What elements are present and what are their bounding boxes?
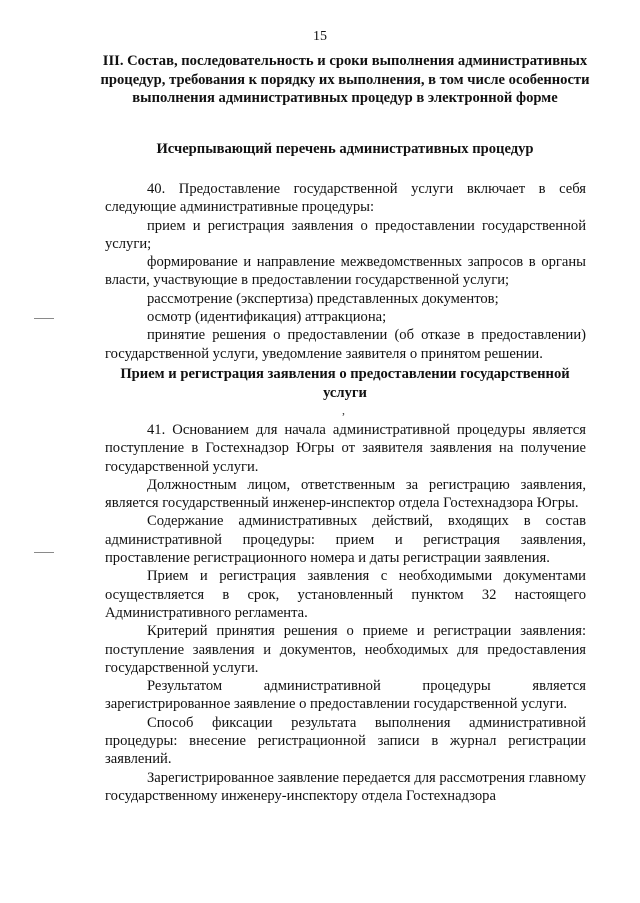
paragraph: формирование и направление межведомственных запросов в органы власти, участвующие в предоставлении государственной услуги; — [105, 254, 586, 289]
application-intake-block — [105, 421, 586, 805]
paragraph: Должностным лицом, ответственным за регистрацию заявления, является государственный инженер-инспектор отдела Гостехнадзора Югры. — [105, 476, 586, 512]
paragraph: 41. Основанием для начала административной процедуры является поступление в Гостехнадзор Югры от заявителя заявления на получение государственной услуги. — [105, 422, 586, 475]
paragraph: Способ фиксации результата выполнения административной процедуры: внесение регистрационной записи в журнал регистрации заявлений. — [105, 714, 586, 768]
paragraph: рассмотрение (экспертиза) представленных документов; — [147, 290, 499, 307]
paragraph: принятие решения о предоставлении (об отказе в предоставлении) государственной услуги, уведомление заявителя о принятом решении. — [105, 327, 586, 362]
stray-mark: , — [342, 403, 345, 417]
paragraph: Содержание административных действий, входящих в состав административной процедуры: прием и регистрация заявления, проставление регистрационного номера и даты регистрации заявления. — [105, 513, 586, 567]
paragraph: Критерий принятия решения о приеме и регистрации заявления: поступление заявления и документов, необходимых для предоставления государственной услуги. — [105, 623, 586, 676]
subheading-procedures-list: Исчерпывающий перечень административных процедур — [156, 141, 534, 157]
section-heading: III. Состав, последовательность и сроки выполнения административных процедур, требования к порядку их выполнения, в том числе особенности выполнения административных процедур в электронной форме — [100, 53, 590, 106]
margin-tick — [34, 318, 54, 319]
paragraph: осмотр (идентификация) аттракциона; — [147, 309, 387, 326]
paragraph: прием и регистрация заявления о предоставлении государственной услуги; — [105, 217, 586, 252]
paragraph: Зарегистрированное заявление передается для рассмотрения главному государственному инженеру-инспектору отдела Гостехнадзора — [105, 769, 586, 804]
subheading-application-intake: Прием и регистрация заявления о предоставлении государственной услуги — [120, 366, 570, 401]
paragraph: Результатом административной процедуры является зарегистрированное заявление о предоставлении государственной услуги. — [105, 678, 586, 713]
paragraph: 40. Предоставление государственной услуги включает в себя следующие административные процедуры: — [105, 181, 586, 216]
page-number: 15 — [313, 29, 327, 44]
paragraph: Прием и регистрация заявления с необходимыми документами осуществляется в срок, установленный пунктом 32 настоящего Административного регламента. — [105, 568, 586, 621]
procedures-list-block — [105, 180, 586, 363]
margin-tick — [34, 552, 54, 553]
